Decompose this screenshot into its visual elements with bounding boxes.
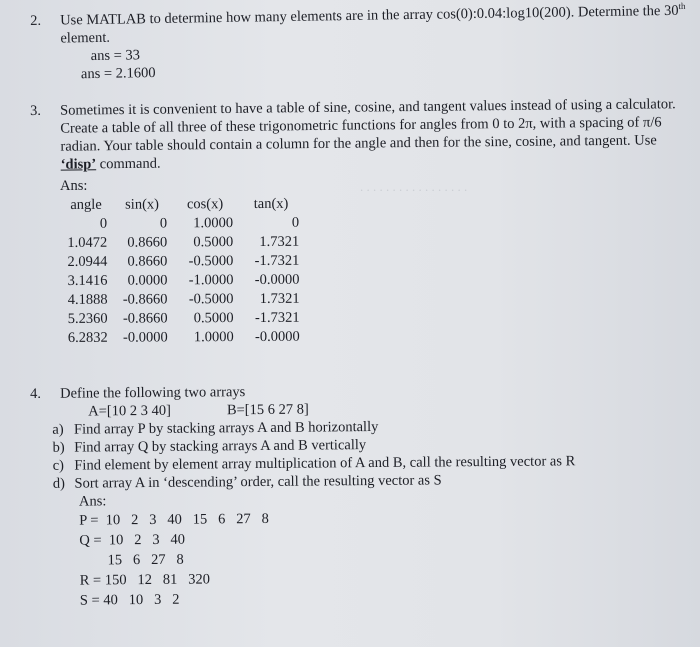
subquestion-list xyxy=(30,415,671,493)
question-line-2: Create a table of all three of these trigonometric functions for angles from 0 to 2π, with a spacing of π/6 xyxy=(60,114,662,137)
subquestion-text: Sort array A in ‘descending’ order, call the resulting vector as S xyxy=(70,472,442,492)
array-a-def: A=[10 2 3 40] xyxy=(88,402,171,420)
table-cell: 0.0000 xyxy=(127,271,168,289)
disp-keyword: ‘disp’ xyxy=(60,156,97,173)
question-2 xyxy=(30,2,687,84)
answer-line: R = 150 12 81 320 xyxy=(79,571,211,589)
answer-line: S = 40 10 3 2 xyxy=(79,591,180,609)
column-header: tan(x) xyxy=(253,195,289,212)
table-cell: 0.8660 xyxy=(127,252,168,270)
question-4 xyxy=(30,379,672,611)
subquestion-label: c) xyxy=(52,457,65,474)
column-header: sin(x) xyxy=(125,195,160,213)
table-cell: 1.7321 xyxy=(259,233,300,250)
table-header-row xyxy=(60,194,304,214)
table-cell: -0.5000 xyxy=(188,252,234,269)
subquestion-text: Find array Q by stacking arrays A and B vertically xyxy=(70,437,367,456)
question-line-1: Sometimes it is convenient to have a table of sine, cosine, and tangent values instead of using a calculator. xyxy=(60,96,676,119)
question-intro: Define the following two arrays xyxy=(60,384,246,402)
question-number: 2. xyxy=(30,12,42,29)
subquestion-label: b) xyxy=(52,439,65,456)
table-cell: -1.7321 xyxy=(254,252,300,269)
table-cell: -1.0000 xyxy=(188,271,234,288)
subquestion-text: Find element by element array multiplication of A and B, call the resulting vector as R xyxy=(70,453,576,474)
question-line-3: radian. Your table should contain a column for the angle and then for the sine, cosine, and tangent. Use xyxy=(60,132,657,155)
table-row xyxy=(60,232,304,252)
question-3 xyxy=(30,95,686,174)
table-cell: -0.0000 xyxy=(254,328,300,345)
trig-table-body xyxy=(60,194,305,347)
table-row xyxy=(61,327,305,347)
answer-line: Q = 10 2 3 40 xyxy=(79,531,186,549)
q4-answer-label: Ans: xyxy=(78,493,107,510)
table-row xyxy=(60,251,304,271)
table-cell: 1.0000 xyxy=(193,328,234,345)
table-row xyxy=(61,308,305,328)
subquestion-text: Find array P by stacking arrays A and B horizontally xyxy=(70,418,379,438)
question-number: 4. xyxy=(30,385,42,402)
answer-line: 15 6 27 8 xyxy=(107,551,184,569)
table-cell: 0 xyxy=(99,215,108,232)
column-header: angle xyxy=(70,196,102,213)
column-header: cos(x) xyxy=(186,195,224,212)
question-line-4: command. xyxy=(96,155,161,173)
table-cell: 1.7321 xyxy=(259,290,300,307)
table-row xyxy=(60,270,304,290)
question-number: 3. xyxy=(30,102,42,119)
table-cell: 0.5000 xyxy=(193,233,234,250)
answer-line: P = 10 2 3 40 15 6 27 8 xyxy=(79,510,269,529)
table-cell: 6.2832 xyxy=(67,329,108,346)
table-cell: -0.8660 xyxy=(122,309,168,327)
table-cell: 0.5000 xyxy=(193,309,234,326)
answer-line-1: ans = 33 xyxy=(90,47,141,65)
table-row xyxy=(60,213,304,233)
answer-line-2: ans = 2.1600 xyxy=(80,65,156,83)
table-cell: 0 xyxy=(291,214,300,231)
table-cell: 2.0944 xyxy=(67,253,108,270)
table-cell: 1.0472 xyxy=(67,234,108,251)
table-cell: -0.5000 xyxy=(188,290,234,307)
table-cell: 4.1888 xyxy=(67,291,108,308)
table-row xyxy=(60,289,304,309)
table-cell: 0.8660 xyxy=(127,233,168,251)
subquestion-label: d) xyxy=(52,475,66,492)
question-text: Use MATLAB to determine how many elements are in the array cos(0):0.04:log10(200). Determine the 30 xyxy=(60,2,679,29)
table-cell: 1.0000 xyxy=(193,214,234,231)
q4-answers xyxy=(31,505,672,611)
table-cell: -0.0000 xyxy=(254,271,300,288)
table-cell: 3.1416 xyxy=(67,272,108,289)
array-b-def: B=[15 6 27 8] xyxy=(226,401,309,419)
table-cell: -1.7321 xyxy=(254,309,300,326)
table-cell: -0.0000 xyxy=(122,328,168,346)
subquestion-label: a) xyxy=(52,421,64,438)
superscript: th xyxy=(678,0,686,11)
table-cell: 5.2360 xyxy=(67,310,108,327)
table-cell: -0.8660 xyxy=(122,290,168,308)
question-text-cont: element. xyxy=(60,29,111,47)
bleed-through-text: . . . . . . . . . . . . . . . . . xyxy=(360,179,468,194)
q3-answer-label: Ans: xyxy=(60,178,88,194)
trig-table xyxy=(60,194,305,347)
table-cell: 0 xyxy=(159,214,168,231)
